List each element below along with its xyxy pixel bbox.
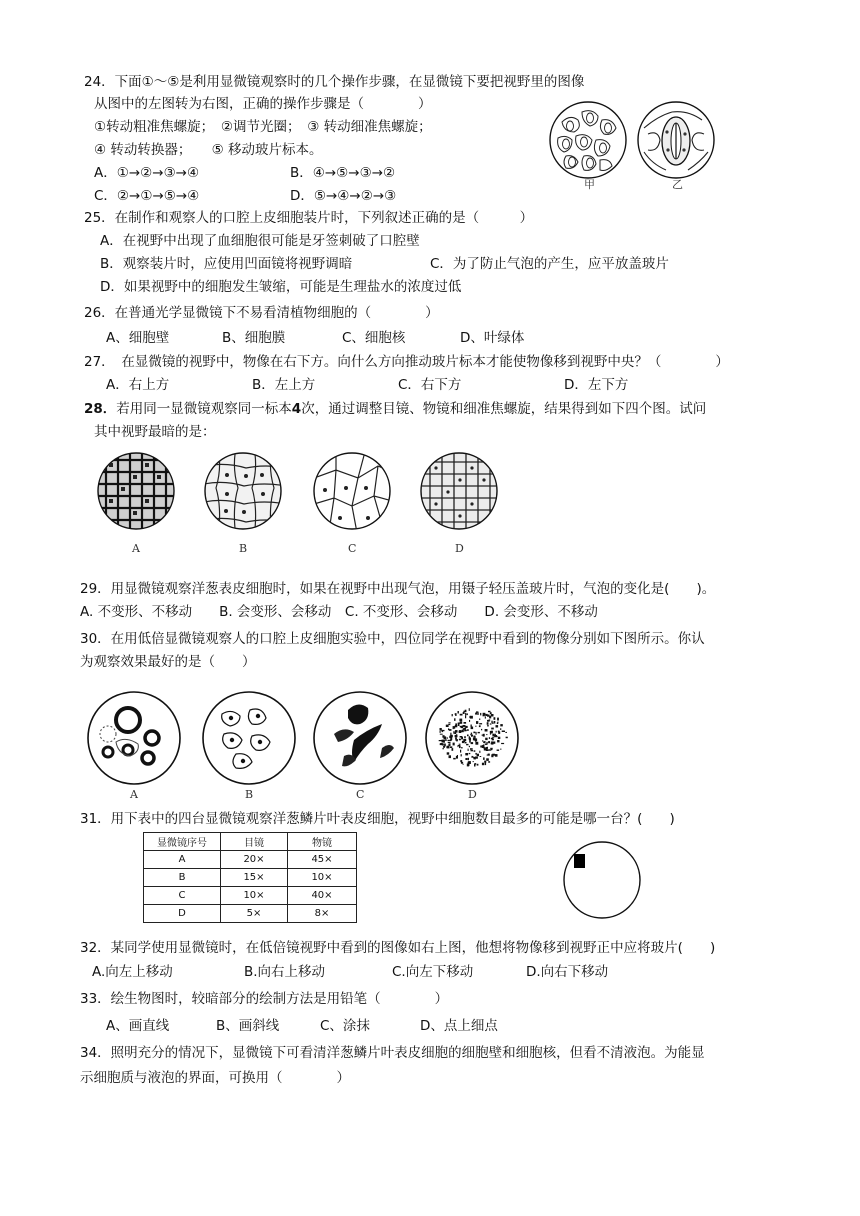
q25-option-b: B．观察装片时，应使用凹面镜将视野调暗 bbox=[100, 256, 353, 272]
q33-stem: 33．绘生物图时，较暗部分的绘制方法是用铅笔（ ） bbox=[80, 991, 449, 1007]
speckle-mark bbox=[495, 754, 498, 757]
q27-stem: 27． 在显微镜的视野中，物像在右下方。向什么方向推动玻片标本才能使物像移到视野中央？（ ） bbox=[84, 354, 729, 370]
speckle-mark bbox=[485, 716, 486, 718]
table-header-cell: 显微镜序号 bbox=[144, 833, 221, 851]
speckle-mark bbox=[446, 747, 449, 748]
q33-option-b: B、画斜线 bbox=[216, 1018, 280, 1034]
speckle-mark bbox=[490, 712, 492, 714]
speckle-mark bbox=[463, 725, 466, 727]
table-cell: 8× bbox=[288, 905, 357, 923]
speckle-mark bbox=[467, 764, 469, 765]
speckle-mark bbox=[489, 737, 490, 739]
speckle-mark bbox=[471, 727, 474, 730]
speckle-mark bbox=[485, 729, 488, 732]
speckle-mark bbox=[484, 761, 486, 763]
speckle-mark bbox=[448, 742, 451, 743]
speckle-mark bbox=[488, 754, 490, 756]
speckle-mark bbox=[483, 757, 485, 760]
speckle-mark bbox=[491, 741, 493, 744]
speckle-mark bbox=[464, 722, 467, 724]
speckle-mark bbox=[467, 729, 469, 731]
speckle-mark bbox=[471, 750, 474, 751]
speckle-mark bbox=[465, 758, 467, 760]
speckle-mark bbox=[490, 723, 492, 724]
speckle-mark bbox=[440, 731, 441, 733]
speckle-mark bbox=[504, 731, 506, 732]
q28-view-d bbox=[420, 448, 498, 555]
speckle-mark bbox=[497, 718, 499, 721]
speckle-mark bbox=[461, 754, 462, 756]
q31-stem: 31．用下表中的四台显微镜观察洋葱鳞片叶表皮细胞，视野中细胞数目最多的可能是哪一台？( ) bbox=[80, 811, 675, 827]
speckle-mark bbox=[465, 742, 467, 744]
speckle-mark bbox=[500, 749, 501, 750]
speckle-mark bbox=[488, 741, 490, 743]
speckle-mark bbox=[459, 730, 461, 733]
specimen-image-mark bbox=[574, 854, 585, 868]
speckle-mark bbox=[491, 721, 492, 724]
q24-fig-jia bbox=[550, 102, 626, 191]
speckle-mark bbox=[469, 746, 470, 747]
speckle-mark bbox=[455, 733, 457, 735]
speckle-mark bbox=[492, 737, 494, 738]
speckle-mark bbox=[475, 753, 476, 755]
q24-fig-yi bbox=[638, 102, 714, 191]
field-of-view-circle bbox=[564, 842, 640, 918]
speckle-mark bbox=[453, 731, 454, 734]
q27-option-c: C．右下方 bbox=[398, 377, 462, 393]
q25-option-c: C．为了防止气泡的产生，应平放盖玻片 bbox=[430, 256, 669, 272]
q26-option-c: C、细胞核 bbox=[342, 330, 406, 346]
speckle-mark bbox=[474, 764, 476, 766]
speckle-mark bbox=[486, 758, 489, 760]
q30-label-c: C bbox=[356, 788, 365, 801]
table-cell: A bbox=[144, 851, 221, 869]
table-header-row bbox=[144, 833, 357, 851]
table-cell: B bbox=[144, 869, 221, 887]
speckle-mark bbox=[453, 726, 454, 729]
q34-stem-line1: 34．照明充分的情况下，显微镜下可看清洋葱鳞片叶表皮细胞的细胞壁和细胞核，但看不清液泡。为能显 bbox=[80, 1045, 705, 1061]
speckle-mark bbox=[463, 712, 465, 714]
q28-number: 28． bbox=[84, 401, 117, 417]
speckle-mark bbox=[469, 720, 470, 722]
speckle-mark bbox=[459, 744, 461, 745]
q28-label-b: B bbox=[239, 542, 248, 555]
speckle-mark bbox=[495, 734, 496, 737]
speckle-mark bbox=[450, 737, 452, 740]
speckle-mark bbox=[486, 750, 489, 752]
q28-label-a: A bbox=[132, 542, 140, 555]
speckle-mark bbox=[444, 744, 446, 747]
speckle-mark bbox=[472, 756, 473, 757]
speckle-mark bbox=[443, 748, 444, 749]
speckle-mark bbox=[479, 751, 480, 753]
speckle-mark bbox=[470, 748, 473, 750]
speckle-mark bbox=[500, 724, 503, 726]
speckle-mark bbox=[460, 750, 461, 753]
speckle-mark bbox=[458, 723, 461, 724]
speckle-mark bbox=[469, 753, 471, 754]
speckle-mark bbox=[500, 728, 501, 730]
speckle-mark bbox=[488, 761, 490, 763]
speckle-mark bbox=[485, 762, 487, 765]
table-cell: 10× bbox=[221, 887, 288, 905]
q28-stem-line2: 其中视野最暗的是： bbox=[94, 424, 216, 440]
speckle-mark bbox=[498, 732, 500, 734]
speckle-mark bbox=[452, 748, 454, 751]
q26-option-d: D、叶绿体 bbox=[460, 330, 525, 346]
speckle-mark bbox=[476, 711, 478, 712]
speckle-mark bbox=[455, 723, 457, 726]
table-cell: 20× bbox=[221, 851, 288, 869]
q30-label-b: B bbox=[245, 788, 254, 801]
speckle-mark bbox=[482, 763, 484, 766]
speckle-mark bbox=[496, 725, 499, 727]
table-row bbox=[144, 869, 357, 887]
q28-view-a bbox=[96, 448, 176, 555]
speckle-mark bbox=[491, 754, 493, 757]
speckle-mark bbox=[501, 743, 504, 744]
speckle-mark bbox=[442, 744, 444, 745]
speckle-mark bbox=[477, 764, 479, 766]
q30-view-a bbox=[88, 692, 180, 801]
speckle-mark bbox=[476, 758, 478, 759]
q32-option-a: A.向左上移动 bbox=[92, 964, 173, 980]
speckle-mark bbox=[465, 753, 468, 755]
speckle-mark bbox=[489, 716, 491, 719]
speckle-mark bbox=[497, 723, 498, 725]
q27-option-d: D．左下方 bbox=[564, 377, 629, 393]
speckle-mark bbox=[471, 742, 474, 744]
speckle-mark bbox=[474, 750, 476, 752]
q30-view-b bbox=[203, 692, 295, 801]
q27-option-a: A．右上方 bbox=[106, 377, 170, 393]
speckle-mark bbox=[481, 729, 482, 730]
speckle-mark bbox=[474, 736, 475, 738]
speckle-mark bbox=[491, 749, 493, 750]
speckle-mark bbox=[454, 718, 455, 721]
q24-steps-line2: ④ 转动转换器； ⑤ 移动玻片标本。 bbox=[94, 142, 323, 158]
q28-label-d: D bbox=[455, 542, 464, 555]
speckle-mark bbox=[486, 742, 487, 744]
speckle-mark bbox=[490, 733, 491, 734]
table-row bbox=[144, 905, 357, 923]
q33-option-d: D、点上细点 bbox=[420, 1018, 498, 1034]
table-cell: 15× bbox=[221, 869, 288, 887]
speckle-mark bbox=[485, 738, 487, 740]
q30-stem-line1: 30．在用低倍显微镜观察人的口腔上皮细胞实验中，四位同学在视野中看到的物像分别如下图所示。你认 bbox=[80, 631, 705, 647]
table-cell: C bbox=[144, 887, 221, 905]
speckle-mark bbox=[476, 732, 477, 735]
speckle-mark bbox=[483, 734, 485, 737]
speckle-mark bbox=[447, 752, 450, 754]
q28-stem-part2: 次，通过调整目镜、物镜和细准焦螺旋，结果得到如下四个图。试问 bbox=[301, 401, 707, 417]
speckle-mark bbox=[470, 716, 473, 719]
speckle-mark bbox=[487, 715, 489, 717]
speckle-mark bbox=[456, 740, 458, 742]
speckle-mark bbox=[460, 760, 462, 762]
speckle-mark bbox=[442, 740, 444, 743]
q31-microscope-table bbox=[143, 832, 357, 923]
speckle-mark bbox=[455, 713, 456, 714]
speckle-mark bbox=[473, 732, 475, 734]
speckle-mark bbox=[469, 708, 470, 711]
q30-label-a: A bbox=[130, 788, 138, 801]
speckle-mark bbox=[505, 732, 507, 733]
speckle-mark bbox=[445, 739, 447, 740]
q29-stem: 29．用显微镜观察洋葱表皮细胞时，如果在视野中出现气泡，用镊子轻压盖玻片时，气泡的变化是( )。 bbox=[80, 581, 716, 597]
speckle-mark bbox=[468, 749, 469, 751]
table-cell: 10× bbox=[288, 869, 357, 887]
speckle-mark bbox=[482, 745, 485, 748]
q33-option-c: C、涂抹 bbox=[320, 1018, 370, 1034]
speckle-mark bbox=[476, 721, 478, 724]
speckle-mark bbox=[455, 730, 458, 733]
speckle-mark bbox=[449, 729, 452, 731]
speckle-mark bbox=[459, 719, 462, 721]
speckle-mark bbox=[487, 722, 489, 725]
q28-view-b bbox=[204, 448, 286, 555]
q28-figure bbox=[96, 448, 506, 558]
table-header-cell: 物镜 bbox=[288, 833, 357, 851]
speckle-mark bbox=[490, 748, 493, 749]
speckle-mark bbox=[453, 743, 455, 746]
speckle-mark bbox=[459, 739, 461, 741]
speckle-mark bbox=[448, 740, 450, 741]
speckle-mark bbox=[491, 728, 494, 730]
q24-option-a: A．①→②→③→④ bbox=[94, 165, 200, 181]
speckle-mark bbox=[494, 717, 496, 720]
speckle-mark bbox=[446, 725, 449, 727]
speckle-mark bbox=[448, 722, 450, 723]
speckle-mark bbox=[475, 757, 478, 758]
speckle-mark bbox=[491, 714, 494, 717]
speckle-mark bbox=[486, 734, 487, 735]
speckle-mark bbox=[487, 725, 489, 727]
speckle-mark bbox=[466, 744, 468, 745]
speckle-mark bbox=[455, 735, 458, 737]
q33-option-a: A、画直线 bbox=[106, 1018, 170, 1034]
speckle-mark bbox=[465, 713, 466, 716]
speckle-mark bbox=[468, 762, 471, 764]
speckle-mark bbox=[468, 758, 469, 760]
q27-option-b: B．左上方 bbox=[252, 377, 316, 393]
speckle-mark bbox=[450, 747, 452, 748]
speckle-mark bbox=[452, 714, 453, 716]
q28-stem-line1 bbox=[84, 399, 706, 419]
speckle-mark bbox=[456, 756, 458, 759]
speckle-mark bbox=[461, 737, 463, 740]
speckle-mark bbox=[439, 740, 442, 741]
speckle-mark bbox=[474, 757, 476, 759]
q32-field-of-view-figure bbox=[560, 838, 646, 924]
speckle-mark bbox=[461, 730, 463, 732]
speckle-mark bbox=[473, 761, 474, 762]
speckle-mark bbox=[498, 737, 501, 739]
speckle-mark bbox=[440, 734, 443, 735]
speckle-mark bbox=[480, 756, 482, 757]
q24-stem-line2: 从图中的左图转为右图，正确的操作步骤是（ ） bbox=[94, 96, 432, 112]
speckle-mark bbox=[461, 762, 463, 764]
speckle-mark bbox=[491, 731, 493, 733]
speckle-mark bbox=[462, 741, 464, 743]
table-cell: D bbox=[144, 905, 221, 923]
q25-option-d: D．如果视野中的细胞发生皱缩，可能是生理盐水的浓度过低 bbox=[100, 279, 462, 295]
speckle-mark bbox=[487, 755, 488, 756]
speckle-mark bbox=[469, 736, 470, 739]
speckle-mark bbox=[494, 721, 496, 724]
speckle-mark bbox=[460, 714, 463, 716]
speckle-mark bbox=[466, 713, 468, 715]
speckle-mark bbox=[484, 741, 485, 743]
q24-option-c: C．②→①→⑤→④ bbox=[94, 188, 200, 204]
speckle-mark bbox=[478, 732, 480, 733]
q25-option-a: A．在视野中出现了血细胞很可能是牙签刺破了口腔壁 bbox=[100, 233, 420, 249]
table-cell: 45× bbox=[288, 851, 357, 869]
q24-microscope-figure bbox=[548, 98, 728, 190]
speckle-mark bbox=[477, 754, 479, 757]
speckle-mark bbox=[450, 735, 453, 738]
speckle-mark bbox=[458, 745, 460, 746]
q32-option-b: B.向右上移动 bbox=[244, 964, 326, 980]
speckle-mark bbox=[475, 726, 476, 727]
q28-count: 4 bbox=[291, 401, 302, 417]
table-cell: 40× bbox=[288, 887, 357, 905]
speckle-mark bbox=[488, 711, 491, 712]
q26-option-b: B、细胞膜 bbox=[222, 330, 286, 346]
speckle-mark bbox=[442, 730, 444, 732]
speckle-mark bbox=[475, 738, 478, 741]
q24-option-d: D．⑤→④→②→③ bbox=[290, 188, 397, 204]
speckle-mark bbox=[496, 731, 497, 733]
q24-option-b: B．④→⑤→③→② bbox=[290, 165, 396, 181]
speckle-mark bbox=[506, 737, 508, 739]
q34-stem-line2: 示细胞质与液泡的界面，可换用（ ） bbox=[80, 1070, 350, 1086]
table-row bbox=[144, 851, 357, 869]
speckle-mark bbox=[461, 747, 463, 748]
q24-steps-line1: ①转动粗准焦螺旋； ②调节光圈； ③ 转动细准焦螺旋； bbox=[94, 119, 432, 135]
table-row bbox=[144, 887, 357, 905]
q28-label-c: C bbox=[348, 542, 357, 555]
q24-stem-line1: 24．下面①～⑤是利用显微镜观察时的几个操作步骤，在显微镜下要把视野里的图像 bbox=[84, 74, 585, 90]
q30-view-c bbox=[314, 692, 406, 801]
speckle-mark bbox=[467, 735, 469, 737]
q32-option-d: D.向右下移动 bbox=[526, 964, 609, 980]
speckle-mark bbox=[480, 746, 482, 748]
speckle-mark bbox=[463, 729, 464, 730]
speckle-mark bbox=[453, 758, 456, 760]
q32-option-c: C.向左下移动 bbox=[392, 964, 474, 980]
speckle-mark bbox=[483, 713, 486, 716]
speckle-mark bbox=[464, 730, 465, 732]
speckle-mark bbox=[458, 711, 459, 714]
speckle-mark bbox=[463, 728, 466, 730]
q30-stem-line2: 为观察效果最好的是（ ） bbox=[80, 654, 256, 670]
speckle-mark bbox=[482, 740, 483, 741]
speckle-mark bbox=[480, 713, 481, 716]
q29-options: A. 不变形、不移动 B. 会变形、会移动 C. 不变形、会移动 D. 会变形、不移动 bbox=[80, 604, 598, 620]
speckle-mark bbox=[448, 744, 449, 747]
speckle-mark bbox=[492, 738, 493, 740]
q30-view-d bbox=[426, 692, 518, 801]
table-header-cell: 目镜 bbox=[221, 833, 288, 851]
speckle-mark bbox=[463, 764, 464, 765]
speckle-mark bbox=[449, 755, 452, 758]
speckle-mark bbox=[440, 743, 442, 744]
speckle-mark bbox=[497, 750, 500, 751]
speckle-mark bbox=[484, 748, 486, 750]
speckle-mark bbox=[479, 719, 480, 720]
speckle-mark bbox=[447, 737, 448, 739]
q25-stem: 25．在制作和观察人的口腔上皮细胞装片时，下列叙述正确的是（ ） bbox=[84, 210, 534, 226]
speckle-mark bbox=[443, 740, 445, 743]
q30-figure bbox=[86, 690, 526, 802]
speckle-mark bbox=[449, 743, 450, 746]
speckle-mark bbox=[471, 733, 472, 735]
q24-fig-label-jia: 甲 bbox=[584, 178, 595, 191]
speckle-mark bbox=[464, 739, 465, 742]
table-cell: 5× bbox=[221, 905, 288, 923]
speckle-mark bbox=[463, 711, 466, 713]
q26-option-a: A、细胞壁 bbox=[106, 330, 170, 346]
q24-fig-label-yi: 乙 bbox=[672, 178, 683, 191]
speckle-mark bbox=[475, 742, 478, 745]
speckle-mark bbox=[465, 716, 466, 719]
speckle-mark bbox=[497, 740, 499, 742]
q28-stem-part1: 若用同一显微镜观察同一标本 bbox=[116, 401, 292, 417]
q30-label-d: D bbox=[468, 788, 477, 801]
speckle-mark bbox=[442, 735, 444, 738]
speckle-mark bbox=[479, 723, 482, 724]
speckle-mark bbox=[471, 735, 473, 737]
q26-stem: 26．在普通光学显微镜下不易看清植物细胞的（ ） bbox=[84, 305, 439, 321]
speckle-mark bbox=[477, 712, 478, 715]
speckle-mark bbox=[455, 737, 457, 739]
speckle-mark bbox=[464, 736, 466, 738]
speckle-mark bbox=[487, 720, 490, 722]
speckle-mark bbox=[479, 725, 481, 727]
q28-view-c bbox=[314, 448, 396, 555]
speckle-mark bbox=[475, 713, 477, 715]
speckle-mark bbox=[440, 728, 442, 731]
q32-stem: 32．某同学使用显微镜时，在低倍镜视野中看到的图像如右上图，他想将物像移到视野正中应将玻片( ) bbox=[80, 940, 716, 956]
